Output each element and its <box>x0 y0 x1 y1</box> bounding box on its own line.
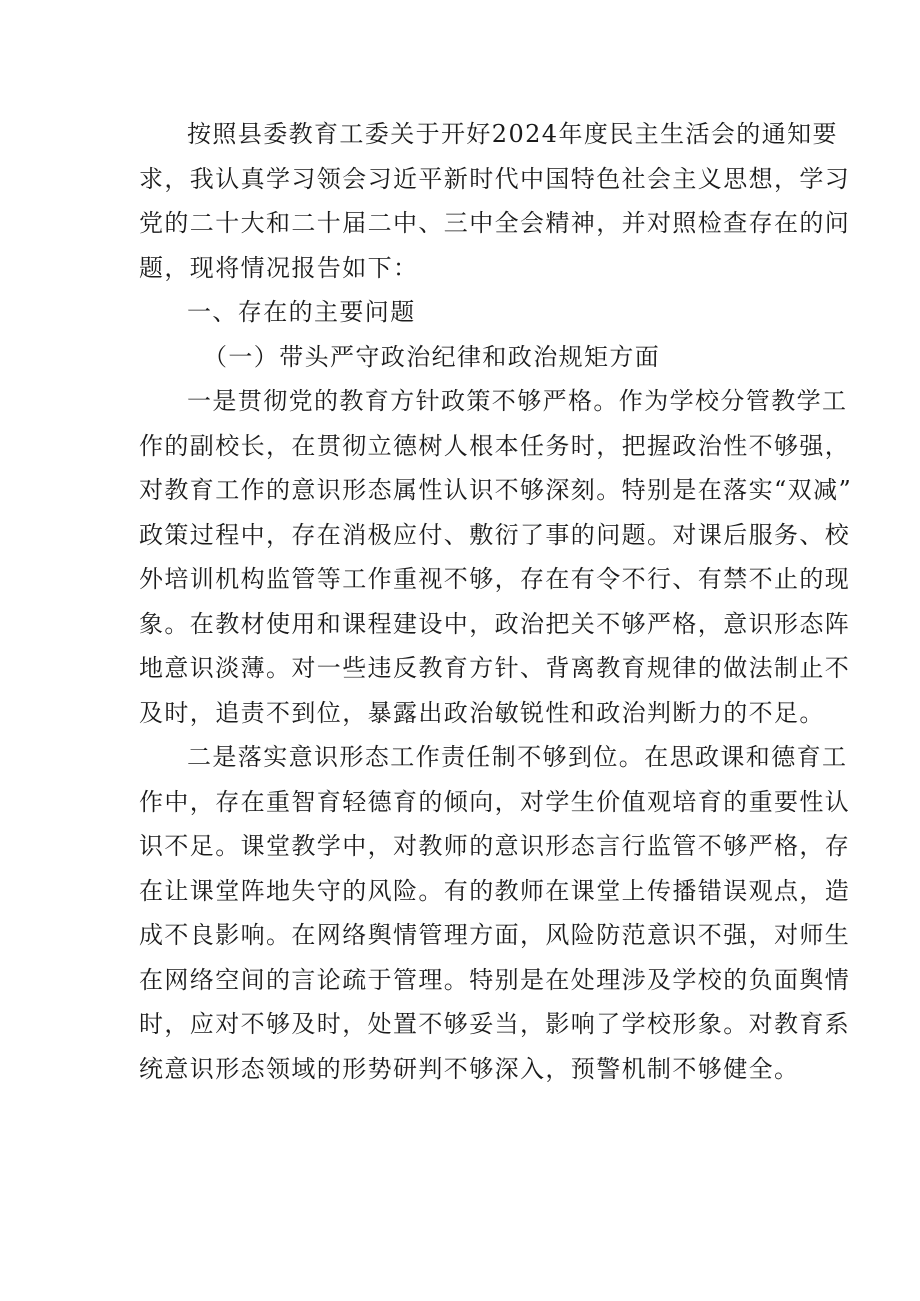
section-heading: 一、存在的主要问题 <box>187 298 416 326</box>
text-line: 政策过程中，存在消极应付、敷衍了事的问题。对课后服务、校 <box>139 520 851 549</box>
text-line: 作的副校长，在贯彻立德树人根本任务时，把握政治性不够强， <box>139 431 851 460</box>
text-line: 成不良影响。在网络舆情管理方面，风险防范意识不强，对师生 <box>139 921 851 949</box>
subsection-heading: （一）带头严守政治纪律和政治规矩方面 <box>203 342 661 371</box>
document-body <box>139 112 853 1091</box>
text-line: 识不足。课堂教学中，对教师的意识形态言行监管不够严格，存 <box>139 832 851 860</box>
text-line: 题，现将情况报告如下： <box>139 253 419 282</box>
text-line: 二是落实意识形态工作责任制不够到位。在思政课和德育工 <box>187 743 848 771</box>
text-line: 按照县委教育工委关于开好2024年度民主生活会的通知要 <box>187 120 838 148</box>
paragraph-one <box>139 379 853 735</box>
text-line: 一是贯彻党的教育方针政策不够严格。作为学校分管教学工 <box>187 387 848 415</box>
intro-paragraph <box>139 112 851 290</box>
text-line: 象。在教材使用和课程建设中，政治把关不够严格，意识形态阵 <box>139 609 851 638</box>
text-line: 作中，存在重智育轻德育的倾向，对学生价值观培育的重要性认 <box>139 787 851 816</box>
text-line: 在网络空间的言论疏于管理。特别是在处理涉及学校的负面舆情 <box>139 965 851 994</box>
text-line: 在让课堂阵地失守的风险。有的教师在课堂上传播错误观点，造 <box>139 876 851 905</box>
text-line: 外培训机构监管等工作重视不够，存在有令不行、有禁不止的现 <box>139 565 851 593</box>
text-line: 地意识淡薄。对一些违反教育方针、背离教育规律的做法制止不 <box>139 654 851 682</box>
text-line: 对教育工作的意识形态属性认识不够深刻。特别是在落实“双减” <box>139 476 853 504</box>
text-line: 党的二十大和二十届二中、三中全会精神，并对照检查存在的问 <box>139 209 851 237</box>
text-line: 求，我认真学习领会习近平新时代中国特色社会主义思想，学习 <box>139 164 851 193</box>
text-line: 时，应对不够及时，处置不够妥当，影响了学校形象。对教育系 <box>139 1010 851 1038</box>
text-line: 及时，追责不到位，暴露出政治敏锐性和政治判断力的不足。 <box>139 698 825 727</box>
paragraph-two <box>139 735 851 1091</box>
text-line: 统意识形态领域的形势研判不够深入，预警机制不够健全。 <box>139 1054 800 1083</box>
